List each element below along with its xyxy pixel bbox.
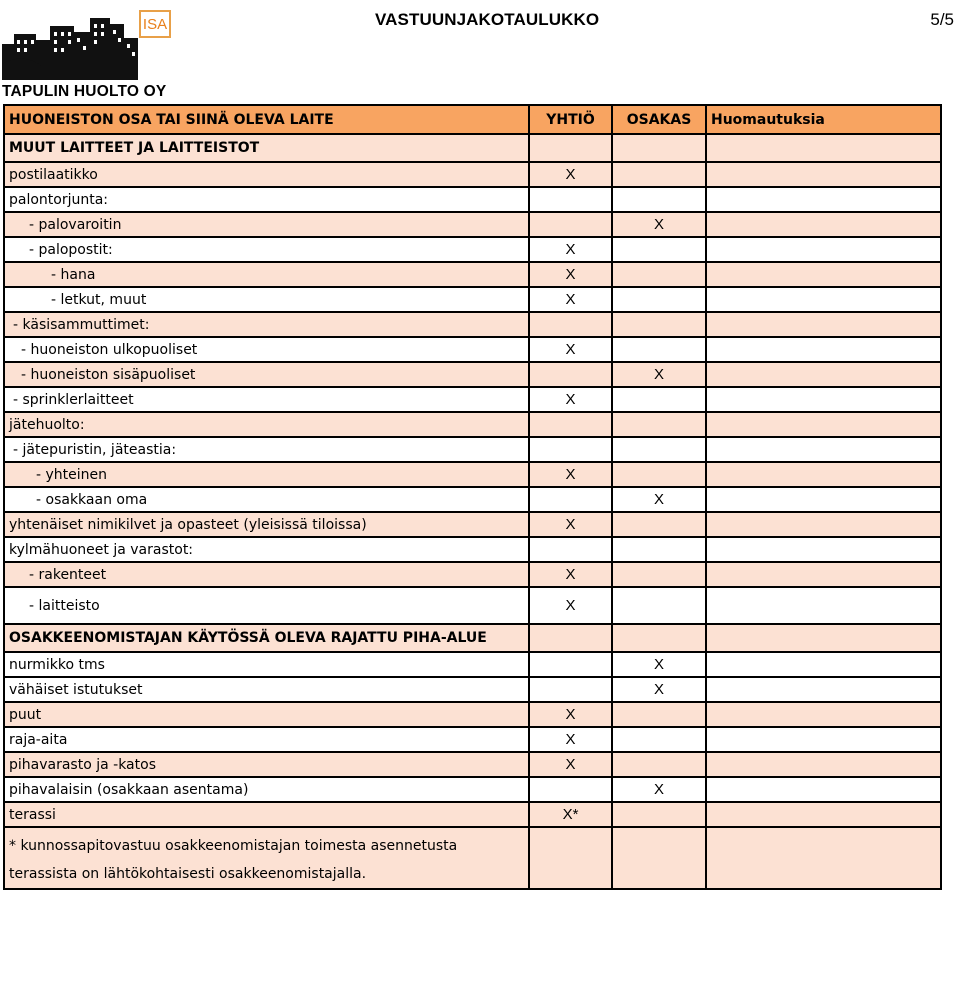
yhtio-cell: X [529, 587, 612, 624]
osakas-cell: X [612, 487, 706, 512]
table-row [4, 312, 941, 337]
note-cell [706, 187, 941, 212]
row-label: - huoneiston sisäpuoliset [4, 362, 529, 387]
row-label: postilaatikko [4, 162, 529, 187]
note-cell [706, 287, 941, 312]
column-header-yhtio: YHTIÖ [529, 105, 612, 134]
yhtio-cell: X [529, 512, 612, 537]
column-header-item: HUONEISTON OSA TAI SIINÄ OLEVA LAITE [4, 105, 529, 134]
yhtio-cell: X [529, 387, 612, 412]
row-label: - rakenteet [4, 562, 529, 587]
note-cell [706, 587, 941, 624]
note-cell [706, 134, 941, 162]
note-cell [706, 462, 941, 487]
note-cell [706, 677, 941, 702]
yhtio-cell [529, 537, 612, 562]
table-row [4, 362, 941, 387]
yhtio-cell [529, 437, 612, 462]
osakas-cell [612, 437, 706, 462]
yhtio-cell: X [529, 562, 612, 587]
row-label: - sprinklerlaitteet [4, 387, 529, 412]
row-label: terassi [4, 802, 529, 827]
note-cell [706, 162, 941, 187]
row-label: - jätepuristin, jäteastia: [4, 437, 529, 462]
yhtio-cell: X [529, 162, 612, 187]
row-label: - palopostit: [4, 237, 529, 262]
yhtio-cell [529, 677, 612, 702]
table-row [4, 487, 941, 512]
row-label: kylmähuoneet ja varastot: [4, 537, 529, 562]
footnote-line-2: terassista on lähtökohtaisesti osakkeenomistajalla. [9, 866, 367, 882]
note-cell [706, 262, 941, 287]
company-name: TAPULIN HUOLTO OY [2, 83, 167, 100]
page-number: 5/5 [930, 10, 954, 29]
osakas-cell [612, 587, 706, 624]
osakas-cell: X [612, 677, 706, 702]
osakas-cell: X [612, 362, 706, 387]
osakas-cell [612, 624, 706, 652]
footnote-line-1: * kunnossapitovastuu osakkeenomistajan toimesta asennetusta [9, 838, 458, 854]
note-cell [706, 562, 941, 587]
yhtio-cell [529, 827, 612, 889]
yhtio-cell [529, 187, 612, 212]
note-cell [706, 652, 941, 677]
row-label: - laitteisto [4, 587, 529, 624]
section-label: MUUT LAITTEET JA LAITTEISTOT [4, 134, 529, 162]
osakas-cell [612, 752, 706, 777]
footnote [4, 827, 529, 889]
osakas-cell [612, 312, 706, 337]
note-cell [706, 752, 941, 777]
note-cell [706, 212, 941, 237]
osakas-cell [612, 827, 706, 889]
table-row [4, 587, 941, 624]
row-label: - hana [4, 262, 529, 287]
row-label: pihavalaisin (osakkaan asentama) [4, 777, 529, 802]
table-row [4, 537, 941, 562]
osakas-cell: X [612, 652, 706, 677]
table-row [4, 802, 941, 827]
table-row [4, 462, 941, 487]
section-header-row [4, 624, 941, 652]
row-label: jätehuolto: [4, 412, 529, 437]
yhtio-cell: X [529, 262, 612, 287]
osakas-cell [612, 512, 706, 537]
table-row [4, 162, 941, 187]
yhtio-cell [529, 487, 612, 512]
yhtio-cell [529, 652, 612, 677]
note-cell [706, 624, 941, 652]
note-cell [706, 412, 941, 437]
note-cell [706, 237, 941, 262]
osakas-cell [612, 537, 706, 562]
table-row [4, 412, 941, 437]
note-cell [706, 387, 941, 412]
document-title: VASTUUNJAKOTAULUKKO [375, 10, 600, 29]
note-cell [706, 777, 941, 802]
osakas-cell [612, 727, 706, 752]
table-row [4, 652, 941, 677]
yhtio-cell: X [529, 237, 612, 262]
table-row [4, 187, 941, 212]
row-label: vähäiset istutukset [4, 677, 529, 702]
note-cell [706, 727, 941, 752]
yhtio-cell: X [529, 462, 612, 487]
table-row [4, 777, 941, 802]
section-label: OSAKKEENOMISTAJAN KÄYTÖSSÄ OLEVA RAJATTU PIHA-ALUE [4, 624, 529, 652]
note-cell [706, 437, 941, 462]
row-label: palontorjunta: [4, 187, 529, 212]
isa-badge: ISA [139, 10, 171, 38]
row-label: - huoneiston ulkopuoliset [4, 337, 529, 362]
note-cell [706, 827, 941, 889]
table-row [4, 237, 941, 262]
note-cell [706, 362, 941, 387]
table-row [4, 337, 941, 362]
yhtio-cell [529, 362, 612, 387]
note-cell [706, 512, 941, 537]
osakas-cell [612, 412, 706, 437]
note-cell [706, 312, 941, 337]
yhtio-cell: X [529, 287, 612, 312]
yhtio-cell: X [529, 702, 612, 727]
osakas-cell [612, 287, 706, 312]
table-row [4, 727, 941, 752]
yhtio-cell [529, 134, 612, 162]
table-row [4, 287, 941, 312]
row-label: - käsisammuttimet: [4, 312, 529, 337]
row-label: raja-aita [4, 727, 529, 752]
table-row [4, 387, 941, 412]
osakas-cell [612, 262, 706, 287]
company-logo [2, 4, 174, 98]
yhtio-cell [529, 412, 612, 437]
table-header-row [4, 105, 941, 134]
yhtio-cell: X [529, 727, 612, 752]
note-cell [706, 487, 941, 512]
osakas-cell [612, 237, 706, 262]
table-row [4, 562, 941, 587]
note-cell [706, 337, 941, 362]
table-row [4, 437, 941, 462]
osakas-cell [612, 387, 706, 412]
column-header-notes: Huomautuksia [706, 105, 941, 134]
osakas-cell [612, 702, 706, 727]
row-label: - osakkaan oma [4, 487, 529, 512]
yhtio-cell [529, 777, 612, 802]
table-row [4, 262, 941, 287]
table-row [4, 702, 941, 727]
osakas-cell [612, 134, 706, 162]
row-label: - letkut, muut [4, 287, 529, 312]
yhtio-cell: X* [529, 802, 612, 827]
note-cell [706, 802, 941, 827]
table-row [4, 212, 941, 237]
osakas-cell [612, 337, 706, 362]
osakas-cell [612, 802, 706, 827]
row-label: - yhteinen [4, 462, 529, 487]
row-label: - palovaroitin [4, 212, 529, 237]
note-cell [706, 537, 941, 562]
column-header-osakas: OSAKAS [612, 105, 706, 134]
table-row [4, 512, 941, 537]
osakas-cell [612, 187, 706, 212]
responsibility-table [3, 104, 942, 890]
row-label: nurmikko tms [4, 652, 529, 677]
osakas-cell: X [612, 777, 706, 802]
note-cell [706, 702, 941, 727]
table-row [4, 752, 941, 777]
section-header-row [4, 134, 941, 162]
osakas-cell [612, 162, 706, 187]
yhtio-cell [529, 212, 612, 237]
yhtio-cell: X [529, 752, 612, 777]
table-row [4, 677, 941, 702]
row-label: puut [4, 702, 529, 727]
osakas-cell: X [612, 212, 706, 237]
yhtio-cell [529, 624, 612, 652]
yhtio-cell [529, 312, 612, 337]
footnote-row [4, 827, 941, 889]
row-label: pihavarasto ja -katos [4, 752, 529, 777]
row-label: yhtenäiset nimikilvet ja opasteet (yleisissä tiloissa) [4, 512, 529, 537]
osakas-cell [612, 562, 706, 587]
osakas-cell [612, 462, 706, 487]
yhtio-cell: X [529, 337, 612, 362]
